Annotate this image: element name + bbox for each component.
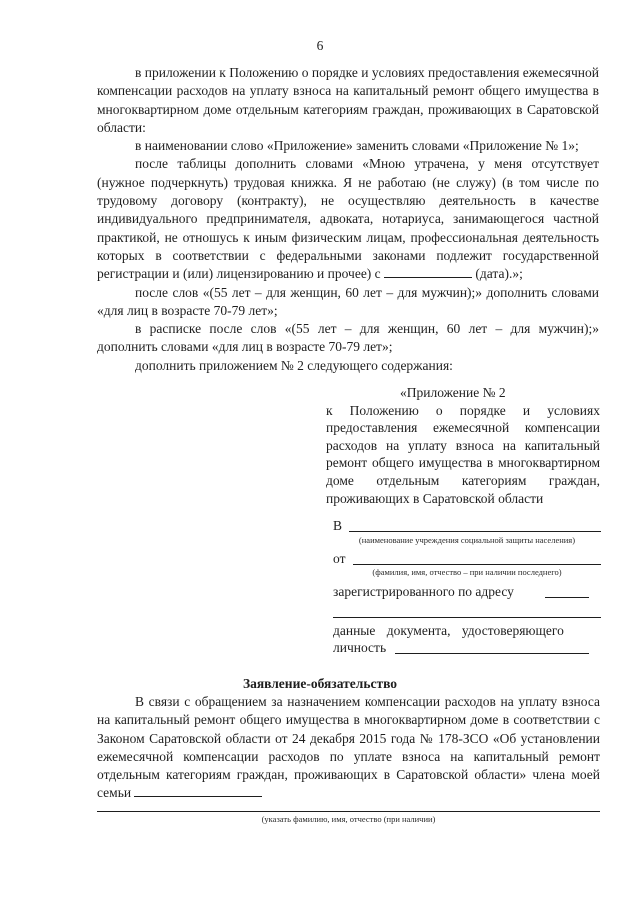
appendix-header	[326, 384, 600, 507]
paragraph-after-table-text: после таблицы дополнить словами «Мною утрачена, у меня отсутствует (нужное подчеркнуть) трудовая книжка. Я не работаю (не служу) (в том числе по трудовому договору (контракту), не осуществляю деятельность в качестве индивидуального предпринимателя, адвоката, нотариуса, занимающегося частной практикой, не отношусь к иным физическим лицам, профессиональная деятельность которых в соответствии с федеральными законами подлежит государственной регистрации и (или) лицензированию и прочее) с	[97, 156, 599, 282]
document-row	[333, 622, 601, 639]
identity-row	[333, 639, 601, 656]
identity-field-line[interactable]	[395, 653, 589, 654]
from-label: от	[333, 551, 346, 566]
amendment-text	[97, 64, 599, 375]
address-field-line[interactable]	[545, 597, 589, 598]
address-row-2	[333, 603, 601, 620]
applicant-form	[333, 517, 601, 656]
family-member-name-line[interactable]	[97, 811, 600, 812]
paragraph-age-addition: после слов «(55 лет – для женщин, 60 лет – для мужчин);» дополнить словами «для лиц в возрасте 70-79 лет»;	[97, 284, 599, 318]
to-field-line[interactable]	[349, 531, 601, 532]
paragraph-receipt: в расписке после слов «(55 лет – для женщин, 60 лет – для мужчин);» дополнить словами «для лиц в возрасте 70-79 лет»;	[97, 321, 599, 355]
statement-body	[97, 693, 600, 803]
registered-row	[333, 583, 601, 600]
family-member-caption: (указать фамилию, имя, отчество (при наличии)	[261, 814, 436, 824]
statement-paragraph	[97, 693, 600, 803]
from-row	[333, 550, 601, 567]
appendix-title: «Приложение № 2	[400, 385, 506, 400]
date-suffix: (дата).»;	[475, 266, 523, 282]
paragraph-after-table	[97, 155, 599, 283]
paragraph-appendix-intro: в приложении к Положению о порядке и условиях предоставления ежемесячной компенсации расходов на уплату взноса на капитальный ремонт общего имущества в многоквартирном доме отдельным категориям граждан, проживающих в Саратовской области:	[97, 65, 599, 135]
page-number: 6	[316, 38, 324, 53]
paragraph-add-appendix: дополнить приложением № 2 следующего содержания:	[135, 357, 453, 373]
appendix-description: к Положению о порядке и условиях предоставления ежемесячной компенсации расходов на уплату взноса на капитальный ремонт общего имущества в многоквартирном доме отдельным категориям граждан, проживающих в Саратовской области	[326, 402, 600, 506]
paragraph-rename: в наименовании слово «Приложение» заменить словами «Приложение № 1»;	[135, 138, 579, 154]
to-caption: (наименование учреждения социальной защиты населения)	[358, 535, 576, 545]
document-label: данные документа, удостоверяющего	[333, 623, 564, 638]
address-field-line-2[interactable]	[333, 617, 601, 618]
to-label: В	[333, 518, 343, 533]
family-member-blank[interactable]	[134, 785, 262, 797]
date-blank	[384, 266, 472, 278]
statement-text: В связи с обращением за назначением компенсации расходов на уплату взноса на капитальный ремонт общего имущества в многоквартирном доме в соответствии с Законом Саратовской области от 24 декабря 2015 года № 178-ЗСО «Об установлении ежемесячной компенсации расходов по уплате взноса на капитальный ремонт отдельным категориям граждан, проживающих в Саратовской области» члена моей семьи	[97, 694, 600, 801]
to-row	[333, 517, 601, 534]
identity-label: личность	[333, 640, 387, 655]
statement-title: Заявление-обязательство	[242, 676, 398, 691]
from-field-line[interactable]	[353, 564, 601, 565]
from-caption: (фамилия, имя, отчество – при наличии последнего)	[372, 567, 562, 577]
registered-label: зарегистрированного по адресу	[333, 584, 514, 599]
